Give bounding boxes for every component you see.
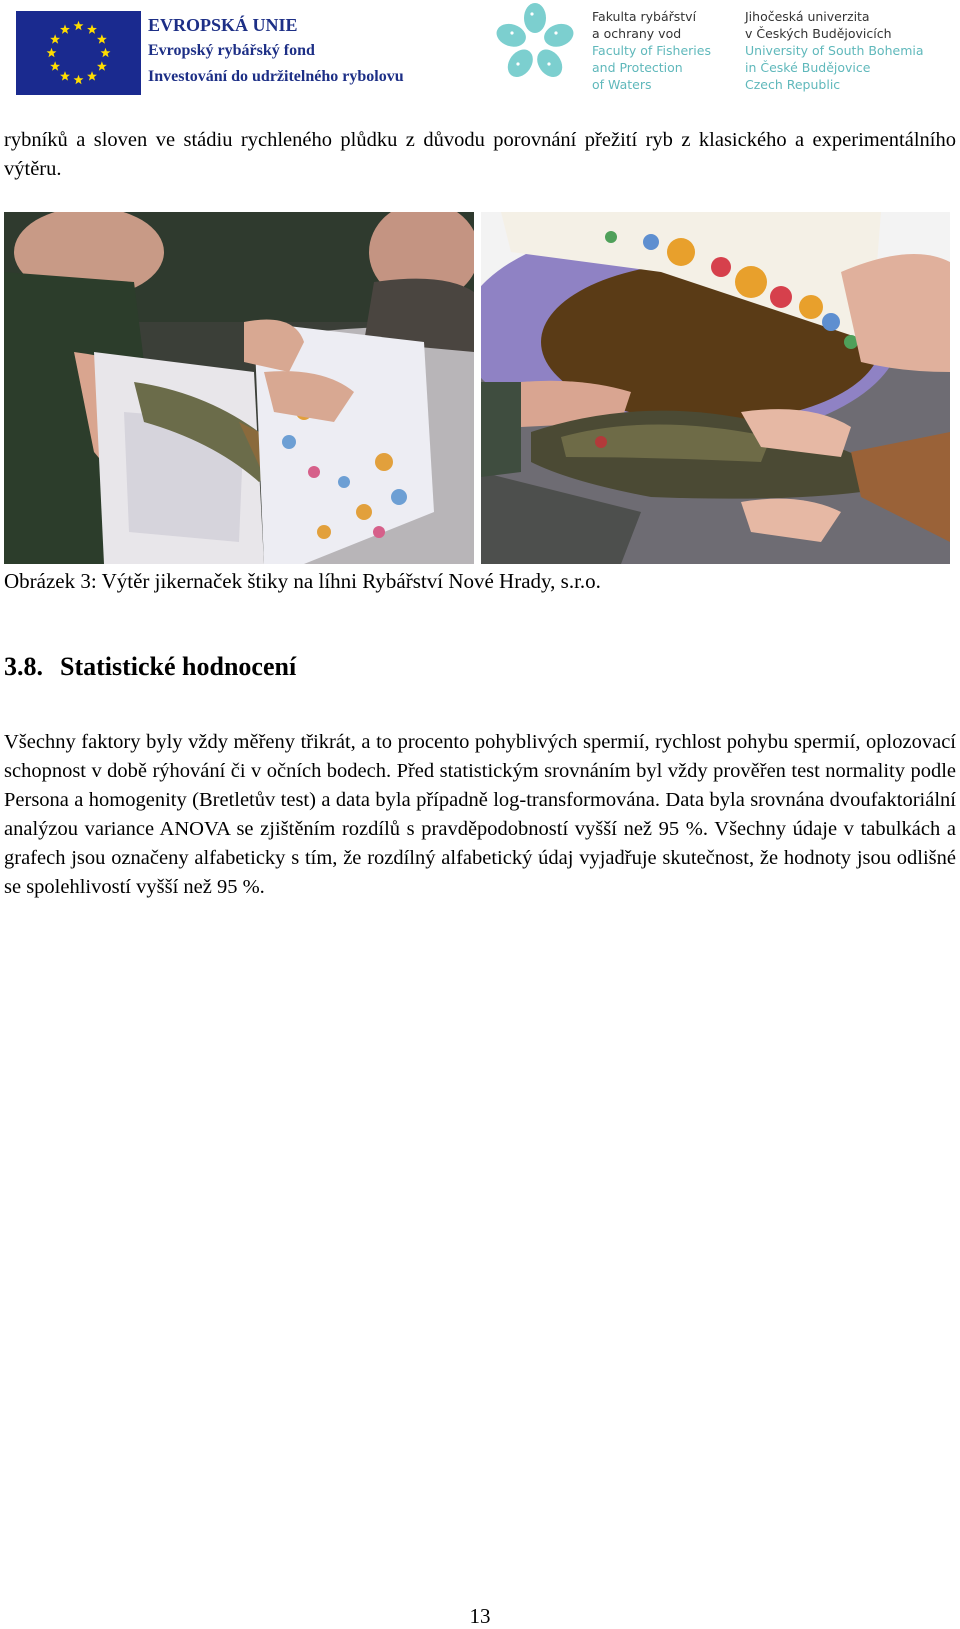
faculty-logo-text [592,8,711,93]
university-name-cz-1: Jihočeská univerzita [745,9,870,24]
university-name-en-1: University of South Bohemia [745,43,924,58]
faculty-name-cz-2: a ochrany vod [592,26,682,41]
figure-caption: Obrázek 3: Výtěr jikernaček štiky na líhni Rybářství Nové Hrady, s.r.o. [4,569,601,593]
university-name-en-2: in České Budějovice [745,60,871,75]
statistics-paragraph: Všechny faktory byly vždy měřeny třikrát, a to procento pohyblivých spermií, rychlost pohybu spermií, oplozovací schopnost v době rýhování či v očních bodech. Před statistickým srovnáním byl vždy prověřen test normality podle Persona a homogenity (Bretletův test) a data byla případně log-transformována. Data byla srovnána dvoufaktoriální analýzou variance ANOVA se zjištěním rozdílů s pravděpodobností vyšší než 95 %. Všechny údaje v tabulkách a grafech jsou označeny alfabeticky s tím, že rozdílný alfabetický údaj vyjadřuje skutečnost, že hodnoty jsou odlišné se spolehlivostí vyšší než 95 %. [4,731,956,898]
eu-motto: Investování do udržitelného rybolovu [148,68,404,85]
university-name-cz-2: v Českých Budějovicích [745,26,892,41]
photo-pike-stripping-right [481,212,950,564]
intro-paragraph: rybníků a sloven ve stádiu rychleného plůdku z důvodu porovnání přežití ryb z klasického a experimentálního výtěru. [4,129,956,180]
university-logo-text [745,8,924,93]
fish-flower-logo-icon [494,2,576,84]
eu-title: EVROPSKÁ UNIE [148,15,298,35]
section-title: Statistické hodnocení [60,652,297,681]
eu-flag-icon [16,11,141,95]
photo-pike-stripping-left [4,212,474,564]
faculty-name-en-1: Faculty of Fisheries [592,43,711,58]
faculty-name-en-3: of Waters [592,77,652,92]
university-name-en-3: Czech Republic [745,77,841,92]
eu-logo-text [148,12,404,90]
page-number: 13 [469,1604,491,1628]
section-heading [4,650,296,684]
eu-fund-name: Evropský rybářský fond [148,42,315,59]
page-header [0,0,960,100]
faculty-name-en-2: and Protection [592,60,683,75]
faculty-name-cz-1: Fakulta rybářství [592,9,697,24]
section-number: 3.8. [4,652,43,681]
